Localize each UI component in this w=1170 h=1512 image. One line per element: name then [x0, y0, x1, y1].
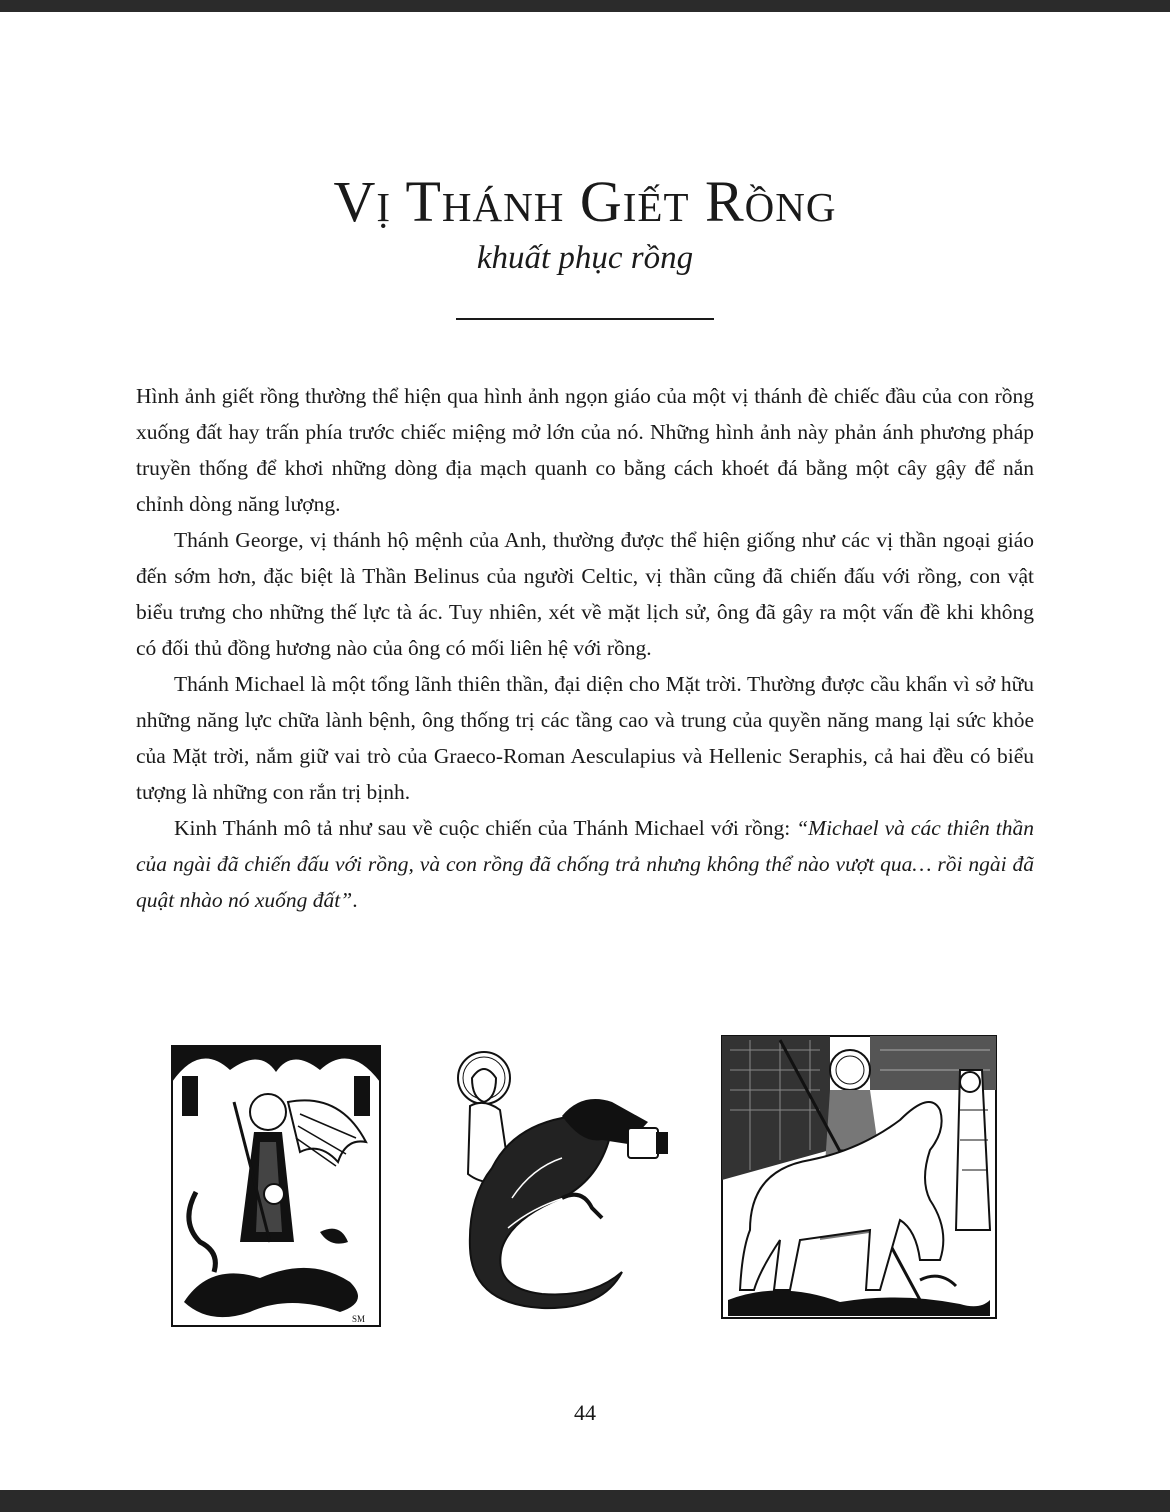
paragraph-3: Thánh Michael là một tổng lãnh thiên thần, đại diện cho Mặt trời. Thường được cầu khẩn vì sở hữu những năng lực chữa lành bệnh, ông thống trị các tầng cao và trung của quyền năng mang lại sức khỏe của Mặt trời, nắm giữ vai trò của Graeco-Roman Aesculapius và Hellenic Seraphis, cả hai đều có biểu tượng là những con rắn trị bịnh. — [136, 672, 1034, 804]
paragraph-4 — [136, 810, 1034, 918]
page-number: 44 — [574, 1400, 596, 1425]
figure-signature: SM — [352, 1314, 366, 1324]
paragraph-1: Hình ảnh giết rồng thường thể hiện qua hình ảnh ngọn giáo của một vị thánh đè chiếc đầu của con rồng xuống đất hay trấn phía trước chiếc miệng mở lớn của nó. Những hình ảnh này phản ánh phương pháp truyền thống để khơi những dòng địa mạch quanh co bằng cách khoét đá bằng một cây gậy để nắn chỉnh dòng năng lượng. — [136, 384, 1034, 516]
paragraph-2: Thánh George, vị thánh hộ mệnh của Anh, thường được thể hiện giống như các vị thần ngoại giáo đến sớm hơn, đặc biệt là Thần Belinus của người Celtic, vị thần cũng đã chiến đấu với rồng, con vật biểu trưng cho những thế lực tà ác. Tuy nhiên, xét về mặt lịch sử, ông đã gây ra một vấn đề khi không có đối thủ đồng hương nào của ông có mối liên hệ với rồng. — [136, 528, 1034, 660]
body-text — [136, 378, 1034, 918]
window-bottom-bar — [0, 1490, 1170, 1512]
st-george-illustration — [720, 1030, 998, 1320]
page-subtitle: khuất phục rồng — [476, 240, 694, 276]
page-title: Vị Thánh Giết Rồng — [333, 169, 837, 234]
paragraph-4-end: . — [352, 888, 358, 912]
window-top-bar — [0, 0, 1170, 12]
bible-quote: “Michael và các thiên thần của ngài đã chiến đấu với rồng, và con rồng đã chống trả nhưng không thể nào vượt qua… rồi ngài đã quật nhào nó xuống đất” — [136, 816, 1034, 912]
title-divider — [456, 318, 714, 320]
paragraph-4-intro: Kinh Thánh mô tả như sau về cuộc chiến của Thánh Michael với rồng: — [174, 816, 797, 840]
st-michael-illustration — [170, 1042, 382, 1332]
saint-with-dragon-illustration — [452, 1048, 674, 1310]
